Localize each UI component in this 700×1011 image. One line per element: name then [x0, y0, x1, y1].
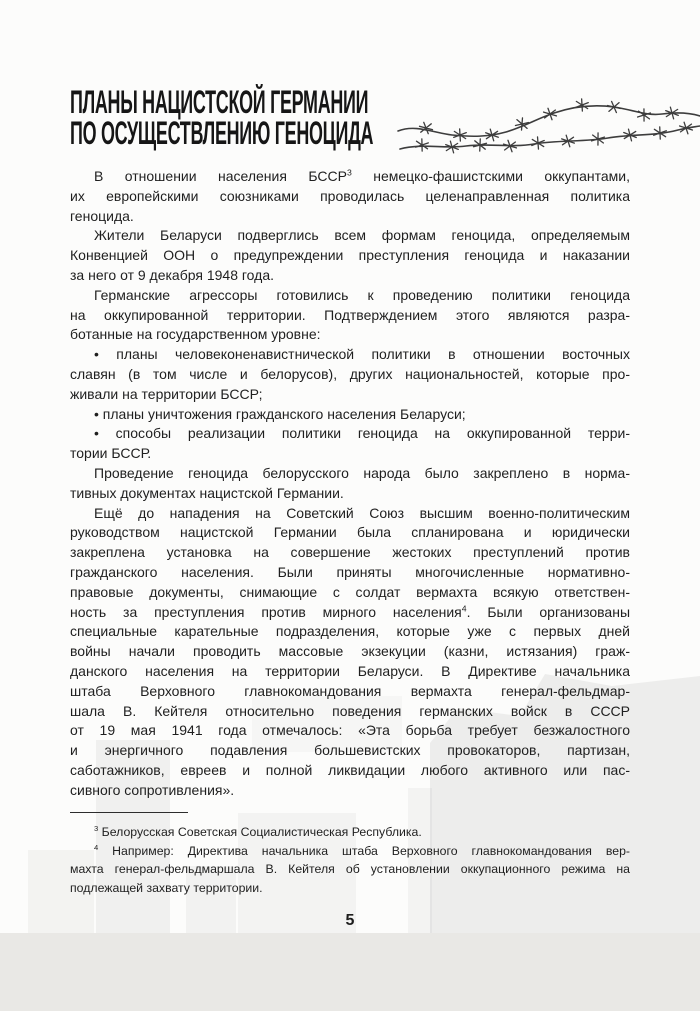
text-line: Ещё до нападения на Советский Союз высшим военно-политическим: [94, 504, 630, 521]
text-line: руководством нацистской Германии была спланирована и юридически: [70, 524, 630, 541]
paragraph: [70, 464, 630, 504]
text-line: $^3$ Белорусская Советская Социалистическая Республика.: [94, 823, 422, 839]
text-line: $^4$ Например: Директива начальника штаба Верховного главнокомандования вер-: [94, 842, 630, 858]
paragraph: [70, 167, 630, 226]
bullet-item: [70, 405, 630, 425]
bullet-item: [70, 345, 630, 404]
footnote-separator: [70, 812, 188, 813]
paragraph: [70, 226, 630, 285]
text-line: • планы человеконенавистнической политики в отношении восточных: [94, 346, 630, 363]
text-line: ность за преступления против мирного населения$^4$. Были организованы: [70, 602, 630, 620]
text-line: от 19 мая 1941 года отмечалось: «Эта борьба требует безжалостного: [70, 722, 630, 739]
text-line: специальные карательные подразделения, которые уже с первых дней: [70, 623, 630, 640]
text-line: и энергичного подавления большевистских провокаторов, партизан,: [70, 742, 630, 759]
text-line: • планы уничтожения гражданского населения Беларуси;: [94, 405, 466, 422]
text-line: славян (в том числе и белорусов), других национальностей, которые про-: [70, 365, 630, 382]
text-line: подлежащей захвату территории.: [70, 880, 263, 895]
text-line: правовые документы, снимающие с солдат вермахта всякую ответствен-: [70, 583, 630, 600]
text-line: Проведение геноцида белорусского народа было закреплено в норма-: [94, 464, 630, 481]
text-line: шала В. Кейтеля относительно поведения германских войск в СССР: [70, 702, 630, 719]
text-line: штаба Верховного главнокомандования вермахта генерал-фельдмар-: [70, 682, 630, 699]
text-line: саботажников, евреев и полной ликвидации любого активного или пас-: [70, 761, 630, 778]
footnote: [70, 842, 630, 898]
text-line: тивных документах нацистской Германии.: [70, 484, 344, 501]
text-line: их европейскими союзниками проводилась целенаправленная политика: [70, 187, 630, 204]
page-number: 5: [345, 912, 355, 929]
text-line: данского населения на территории Беларуси. В Директиве начальника: [70, 662, 630, 679]
bullet-item: [70, 424, 630, 464]
text-line: В отношении населения БССР$^3$ немецко-фашистскими оккупантами,: [94, 167, 630, 184]
text-line: сивного сопротивления».: [70, 781, 235, 798]
text-line: войны начали проводить массовые экзекуции (казни, истязания) граж-: [70, 643, 630, 660]
text-line: Жители Беларуси подверглись всем формам геноцида, определяемым: [94, 227, 630, 244]
text-line: ботанные на государственном уровне:: [70, 326, 321, 343]
footnote: [70, 823, 630, 842]
text-line: закреплена установка на совершение жестоких преступлений против: [70, 544, 630, 561]
bottom-gray-band: [0, 933, 700, 1011]
barbed-wire-illustration: [388, 97, 700, 159]
footnotes: [70, 823, 630, 897]
text-line: гражданского населения. Были приняты многочисленные нормативно-: [70, 563, 630, 580]
text-line: живали на территории БССР;: [70, 385, 263, 402]
text-line: махта генерал-фельдмаршала В. Кейтеля об установлении оккупационного режима на: [70, 862, 630, 877]
text-line: за него от 9 декабря 1948 года.: [70, 266, 274, 283]
chapter-title-line-2: ПО ОСУЩЕСТВЛЕНИЮ ГЕНОЦИДА: [70, 115, 374, 151]
paragraph: [70, 286, 630, 345]
text-line: • способы реализации политики геноцида на оккупированной терри-: [94, 425, 630, 442]
chapter-title-line-1: ПЛАНЫ НАЦИСТСКОЙ ГЕРМАНИИ: [70, 84, 369, 120]
text-line: Германские агрессоры готовились к проведению политики геноцида: [94, 286, 630, 303]
text-line: на оккупированной территории. Подтверждением этого являются разра-: [70, 306, 630, 323]
paragraph: [70, 504, 630, 801]
text-line: геноцида.: [70, 207, 134, 224]
text-line: Конвенцией ООН о предупреждении преступления геноцида и наказании: [70, 247, 630, 264]
text-line: тории БССР.: [70, 445, 152, 462]
body-text: [70, 167, 630, 801]
